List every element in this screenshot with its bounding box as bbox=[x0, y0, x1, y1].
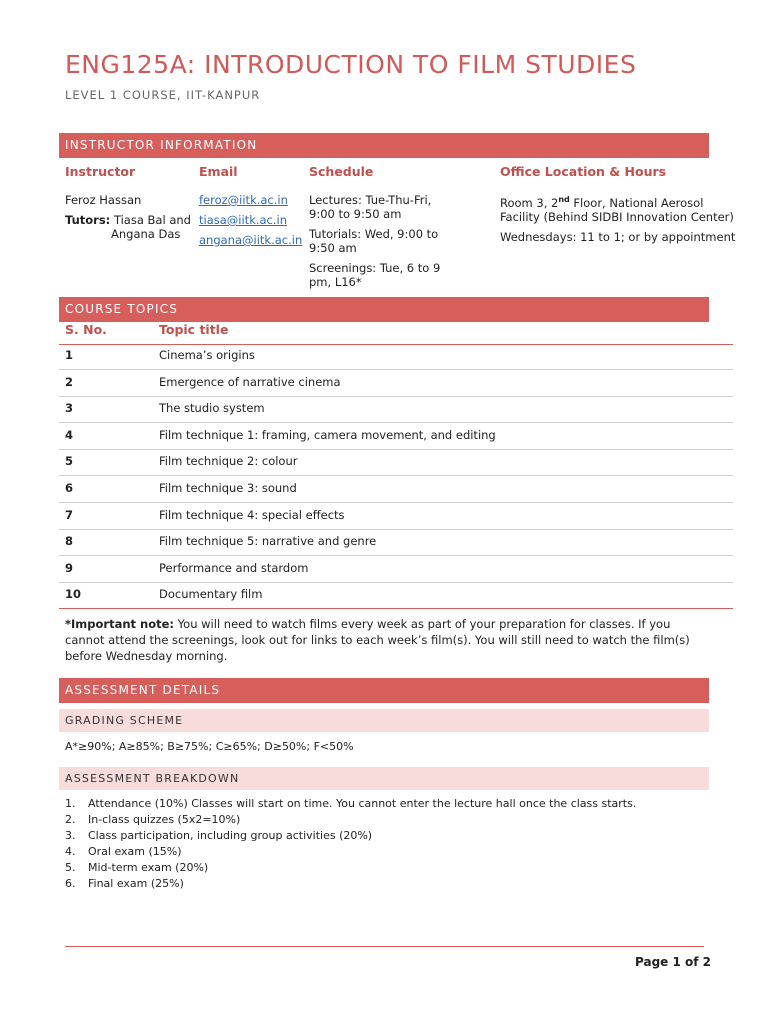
grading-scheme-heading: GRADING SCHEME bbox=[59, 709, 709, 732]
table-row bbox=[59, 504, 733, 530]
topic-title: Documentary film bbox=[159, 587, 263, 602]
topic-title: Film technique 2: colour bbox=[159, 454, 298, 469]
list-item-number: 4. bbox=[65, 845, 76, 858]
topic-title: Performance and stardom bbox=[159, 560, 309, 575]
table-row bbox=[59, 477, 733, 503]
topic-number: 1 bbox=[65, 348, 74, 362]
office-location: Room 3, 2nd Floor, National Aerosol Facility (Behind SIDBI Innovation Center) bbox=[500, 195, 734, 224]
tutors-line2: Angana Das bbox=[111, 227, 181, 241]
table-row bbox=[59, 397, 733, 423]
list-item bbox=[65, 828, 636, 844]
list-item-text: Final exam (25%) bbox=[88, 877, 184, 890]
table-row bbox=[59, 450, 733, 476]
topic-title: Film technique 3: sound bbox=[159, 481, 297, 495]
assessment-section-heading: ASSESSMENT DETAILS bbox=[59, 678, 709, 703]
tutors-label: Tutors: bbox=[65, 213, 111, 227]
schedule-lectures: Lectures: Tue-Thu-Fri, 9:00 to 9:50 am bbox=[309, 193, 432, 221]
list-item-number: 3. bbox=[65, 829, 76, 842]
email-link-tiasa[interactable]: tiasa@iitk.ac.in bbox=[199, 213, 288, 227]
table-row bbox=[59, 583, 733, 609]
instructor-name: Feroz Hassan bbox=[65, 193, 142, 207]
table-row bbox=[59, 557, 733, 583]
topic-number: 5 bbox=[65, 454, 74, 469]
table-row bbox=[59, 424, 733, 450]
topic-number: 10 bbox=[65, 587, 82, 602]
list-item-number: 5. bbox=[65, 861, 76, 874]
list-item-number: 6. bbox=[65, 877, 76, 890]
page-number: Page 1 of 2 bbox=[635, 955, 711, 969]
page-title: ENG125A: INTRODUCTION TO FILM STUDIES bbox=[65, 50, 637, 79]
office-cell bbox=[500, 193, 740, 250]
topic-number: 7 bbox=[65, 507, 74, 522]
topics-section-heading: COURSE TOPICS bbox=[59, 297, 709, 322]
instructor-cell bbox=[65, 193, 195, 241]
list-item bbox=[65, 796, 636, 812]
footer-rule bbox=[65, 946, 704, 947]
list-item bbox=[65, 812, 636, 828]
list-item-text: Mid-term exam (20%) bbox=[88, 861, 209, 874]
col-head-office: Office Location & Hours bbox=[500, 164, 667, 179]
topic-title: The studio system bbox=[159, 401, 265, 416]
list-item bbox=[65, 844, 636, 860]
list-item bbox=[65, 860, 636, 876]
topic-number: 3 bbox=[65, 401, 74, 416]
schedule-tutorials: Tutorials: Wed, 9:00 to 9:50 am bbox=[309, 227, 439, 255]
list-item-number: 2. bbox=[65, 813, 76, 826]
list-item-text: Attendance (10%) Classes will start on time. You cannot enter the lecture hall once the class starts. bbox=[88, 797, 637, 810]
table-row bbox=[59, 344, 733, 370]
schedule-cell bbox=[309, 193, 454, 295]
office-hours: Wednesdays: 11 to 1; or by appointment bbox=[500, 229, 736, 244]
important-note-text: You will need to watch films every week as part of your preparation for classes. If you cannot attend the screenings, look out for links to each week’s film(s). You will still need to watch the film(s) before Wednesday morning. bbox=[65, 617, 690, 663]
assessment-breakdown-heading: ASSESSMENT BREAKDOWN bbox=[59, 767, 709, 790]
assessment-breakdown-list bbox=[65, 796, 636, 892]
schedule-screenings: Screenings: Tue, 6 to 9 pm, L16* bbox=[309, 261, 441, 289]
email-link-angana[interactable]: angana@iitk.ac.in bbox=[199, 233, 303, 247]
instructor-section-heading: INSTRUCTOR INFORMATION bbox=[59, 133, 709, 158]
tutors-line1: Tiasa Bal and bbox=[113, 213, 191, 227]
topic-title: Emergence of narrative cinema bbox=[159, 374, 341, 389]
important-note bbox=[65, 616, 705, 664]
topic-number: 8 bbox=[65, 534, 74, 549]
topics-col-title: Topic title bbox=[159, 322, 229, 337]
table-row bbox=[59, 371, 733, 397]
list-item-text: Oral exam (15%) bbox=[88, 845, 182, 858]
page-subtitle: LEVEL 1 COURSE, IIT-KANPUR bbox=[65, 88, 261, 102]
list-item-text: In-class quizzes (5x2=10%) bbox=[88, 813, 241, 826]
email-cell bbox=[199, 193, 307, 247]
grading-scheme-text: A*≥90%; A≥85%; B≥75%; C≥65%; D≥50%; F<50% bbox=[65, 740, 354, 753]
topics-col-no: S. No. bbox=[65, 322, 107, 337]
col-head-email: Email bbox=[199, 164, 238, 179]
topic-title: Cinema’s origins bbox=[159, 348, 255, 362]
topic-title: Film technique 1: framing, camera movement, and editing bbox=[159, 427, 496, 442]
col-head-schedule: Schedule bbox=[309, 164, 374, 179]
list-item bbox=[65, 876, 636, 892]
topic-number: 6 bbox=[65, 481, 74, 495]
topic-title: Film technique 4: special effects bbox=[159, 507, 345, 522]
topic-number: 9 bbox=[65, 560, 74, 575]
important-note-label: *Important note: bbox=[65, 617, 175, 631]
email-link-feroz[interactable]: feroz@iitk.ac.in bbox=[199, 193, 288, 207]
table-row bbox=[59, 530, 733, 556]
tutors bbox=[65, 213, 195, 227]
col-head-instructor: Instructor bbox=[65, 164, 136, 179]
list-item-text: Class participation, including group activities (20%) bbox=[88, 829, 373, 842]
list-item-number: 1. bbox=[65, 797, 76, 810]
topic-number: 4 bbox=[65, 427, 74, 442]
topic-number: 2 bbox=[65, 374, 74, 389]
topic-title: Film technique 5: narrative and genre bbox=[159, 534, 377, 549]
